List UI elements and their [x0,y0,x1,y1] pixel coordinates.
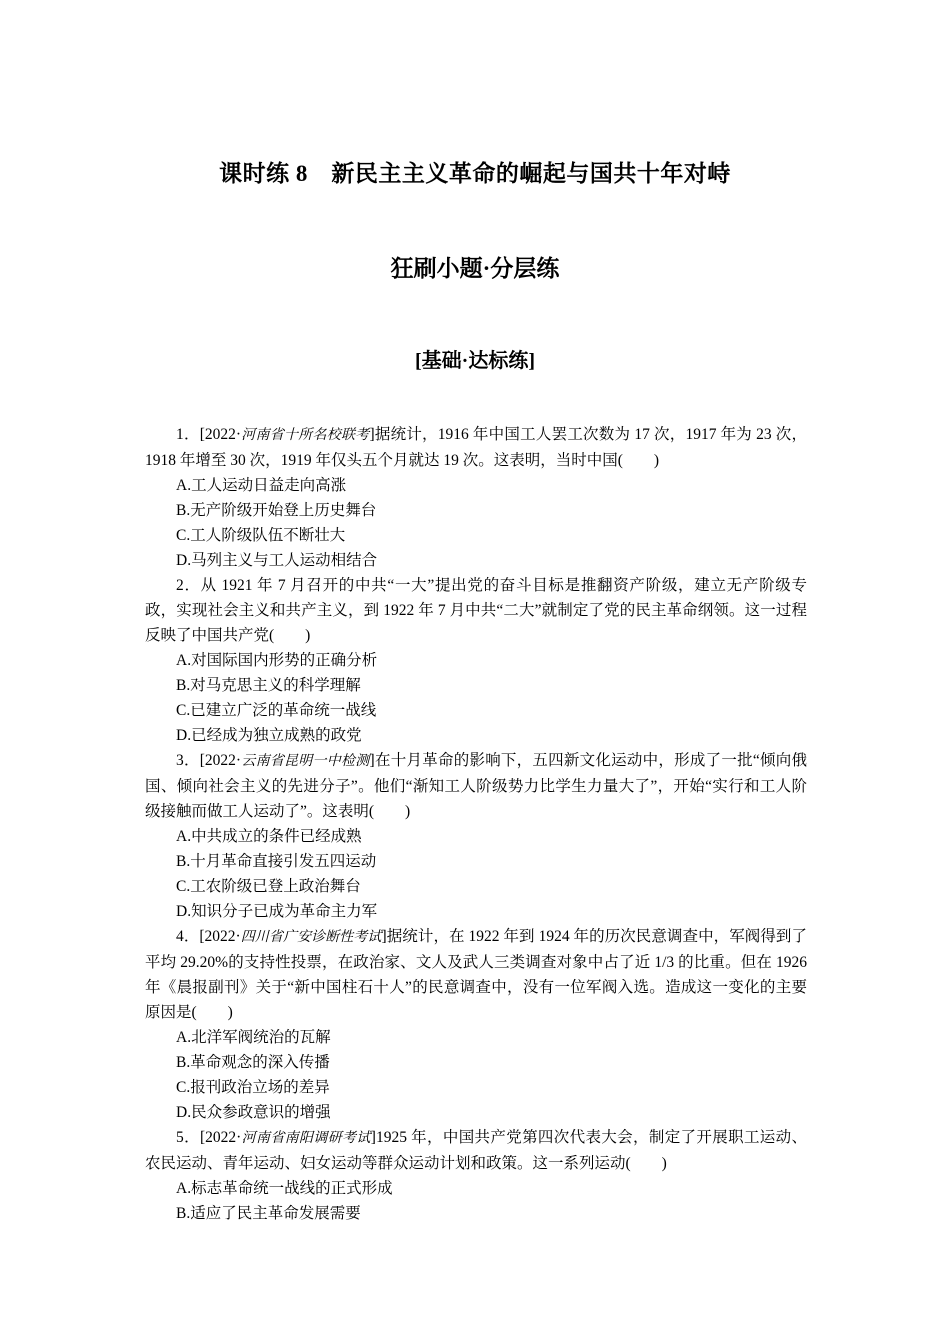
option-b[interactable]: B.革命观念的深入传播 [176,1054,330,1071]
option-b[interactable]: B.十月革命直接引发五四运动 [176,853,377,870]
question-source: 河南省十所名校联考 [241,427,370,443]
question-3 [145,748,807,924]
option-c[interactable]: C.报刊政治立场的差异 [176,1079,330,1096]
question-number: 2． [176,577,201,594]
question-number: 5． [176,1129,200,1146]
question-source: 云南省昆明一中检测 [241,753,370,769]
question-text: 从 1921 年 7 月召开的中共“一大”提出党的奋斗目标是推翻资产阶级，建立无产阶级专政，实现社会主义和共产主义，到 1922 年 7 月中共“二大”就制定了党的民主革命纲领。这一过程反映了中国共产党( ) [145,577,807,644]
option-a[interactable]: A.工人运动日益走向高涨 [176,477,347,494]
question-stem [145,748,807,824]
question-text: 据统计，1916 年中国工人罢工次数为 17 次，1917 年为 23 次，1918 年增至 30 次，1919 年仅头五个月就达 19 次。这表明，当时中国( ) [145,426,807,469]
option-c[interactable]: C.工农阶级已登上政治舞台 [176,878,361,895]
page-subtitle: 狂刷小题·分层练 [390,256,560,281]
question-text: 在十月革命的影响下，五四新文化运动中，形成了一批“倾向俄国、倾向社会主义的先进分子”。他们“渐知工人阶级势力比学生力量大了”，开始“实行和工人阶级接触而做工人运动了”。这表明( ) [145,752,807,820]
source-bracket-close: ] [369,752,375,769]
option-d[interactable]: D.已经成为独立成熟的政党 [176,727,362,744]
question-number: 1． [176,426,200,443]
question-source: 四川省广安诊断性考试 [240,929,382,945]
source-bracket-open: [2022· [199,752,242,769]
option-d[interactable]: D.民众参政意识的增强 [176,1104,331,1121]
option-a[interactable]: A.标志革命统一战线的正式形成 [176,1180,393,1197]
option-a[interactable]: A.对国际国内形势的正确分析 [176,652,378,669]
option-a[interactable]: A.中共成立的条件已经成熟 [176,828,362,845]
page-title: 课时练 8 新民主主义革命的崛起与国共十年对峙 [219,161,731,186]
question-stem [145,1125,807,1176]
section-heading: [基础·达标练] [415,350,535,372]
source-bracket-close: ] [369,426,375,443]
question-number: 3． [176,752,200,769]
source-bracket-close: ] [381,928,387,945]
question-2 [145,573,807,748]
question-stem [145,924,807,1025]
option-b[interactable]: B.适应了民主革命发展需要 [176,1205,361,1222]
source-bracket-close: ] [370,1129,376,1146]
question-stem [145,422,807,473]
question-5 [145,1125,807,1226]
option-a[interactable]: A.北洋军阀统治的瓦解 [176,1029,331,1046]
source-bracket-open: [2022· [199,1129,242,1146]
option-b[interactable]: B.无产阶级开始登上历史舞台 [176,502,377,519]
question-text: 据统计，在 1922 年到 1924 年的历次民意调查中，军阀得到了平均 29.20%的支持性投票，在政治家、文人及武人三类调查对象中占了近 1/3 的比重。但在 1926 年《晨报副刊》关于“新中国柱石十人”的民意调查中，没有一位军阀入选。造成这一变化的主要原因是( ) [145,928,807,1021]
option-c[interactable]: C.工人阶级队伍不断壮大 [176,527,346,544]
question-source: 河南省南阳调研考试 [241,1130,371,1146]
question-number: 4． [176,928,200,945]
question-stem [145,573,807,648]
option-c[interactable]: C.已建立广泛的革命统一战线 [176,702,377,719]
question-text: 1925 年，中国共产党第四次代表大会，制定了开展职工运动、农民运动、青年运动、妇女运动等群众运动计划和政策。这一系列运动( ) [145,1129,807,1172]
question-list [145,422,807,1226]
question-4 [145,924,807,1125]
option-d[interactable]: D.马列主义与工人运动相结合 [176,552,378,569]
source-bracket-open: [2022· [199,928,241,945]
question-1 [145,422,807,573]
option-d[interactable]: D.知识分子已成为革命主力军 [176,903,378,920]
source-bracket-open: [2022· [199,426,242,443]
option-b[interactable]: B.对马克思主义的科学理解 [176,677,361,694]
